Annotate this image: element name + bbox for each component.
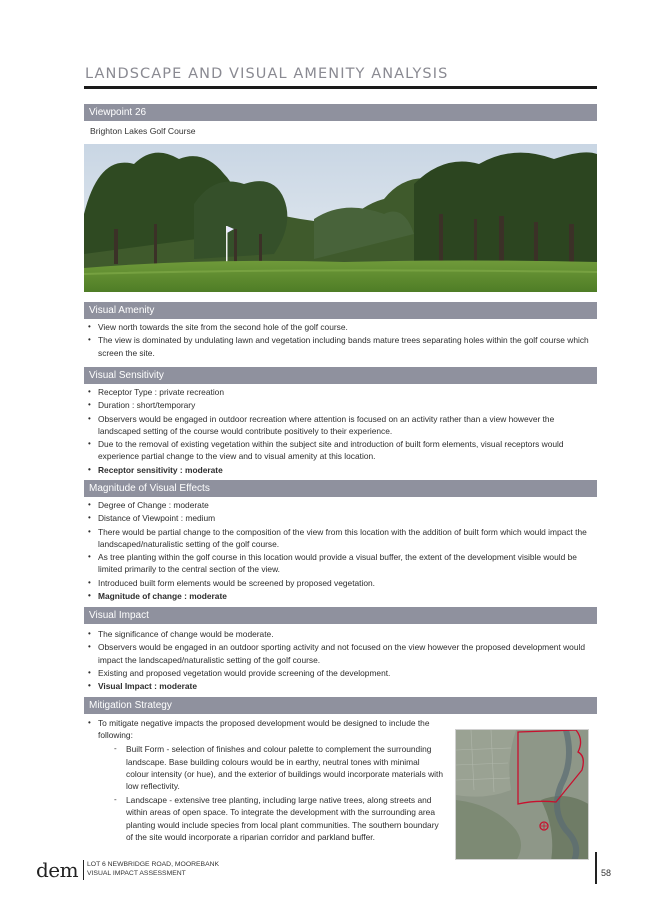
page-number-divider xyxy=(595,852,597,884)
viewpoint-photo xyxy=(84,144,597,292)
list-item: • Degree of Change : moderate xyxy=(84,499,597,511)
list-item: • Duration : short/temporary xyxy=(84,399,597,411)
sub-list-item: - Built Form - selection of finishes and colour palette to complement the surrounding landscape. Base building colours would be in earthy, neutral tones with minimal colour intensity (or hue), and the exterior of buildings would incorporate materials with low reflectivity. xyxy=(112,743,444,792)
dem-logo: dem xyxy=(36,858,79,882)
mitigation-sub-list xyxy=(112,743,444,843)
list-item: • There would be partial change to the composition of the view from this location with the addition of built form which would impact the landscaped/naturalistic setting of the golf course. xyxy=(84,526,597,550)
list-item: • Due to the removal of existing vegetation within the subject site and introduction of built form elements, visual receptors would experience partial change to the view and to visual amenity at this location. xyxy=(84,438,597,462)
mitigation-list xyxy=(84,717,444,845)
list-item: • Receptor Type : private recreation xyxy=(84,386,597,398)
section-heading-visual-sensitivity: Visual Sensitivity xyxy=(84,367,597,384)
list-item: • Existing and proposed vegetation would provide screening of the development. xyxy=(84,667,597,679)
footer-project-name: LOT 6 NEWBRIDGE ROAD, MOOREBANK xyxy=(87,861,220,868)
locator-map xyxy=(455,729,589,860)
magnitude-list xyxy=(84,499,597,603)
list-item: • Distance of Viewpoint : medium xyxy=(84,512,597,524)
list-item: • As tree planting within the golf course in this location would provide a visual buffer, the extent of the development visible would be limited primarily to the central section of the view. xyxy=(84,551,597,575)
visual-amenity-list xyxy=(84,321,597,360)
logo-divider xyxy=(83,860,84,880)
list-item-summary: • Magnitude of change : moderate xyxy=(84,590,597,602)
list-item: • View north towards the site from the second hole of the golf course. xyxy=(84,321,597,333)
list-item: • The significance of change would be moderate. xyxy=(84,628,597,640)
visual-impact-list xyxy=(84,628,597,693)
section-heading-visual-impact: Visual Impact xyxy=(84,607,597,624)
list-item-summary: • Visual Impact : moderate xyxy=(84,680,597,692)
list-item: • Observers would be engaged in outdoor recreation where attention is focused on an activity rather than a view however the landscaped setting of the course would contribute positively to their experience. xyxy=(84,413,597,437)
visual-sensitivity-list xyxy=(84,386,597,477)
list-item: • The view is dominated by undulating lawn and vegetation including bands mature trees separating holes within the golf course which screen the site. xyxy=(84,334,597,358)
viewpoint-heading: Viewpoint 26 xyxy=(84,104,597,121)
footer-document-type: VISUAL IMPACT ASSESSMENT xyxy=(87,870,186,877)
page-number: 58 xyxy=(601,868,612,878)
list-item: • Observers would be engaged in an outdoor sporting activity and not focused on the view however the proposed development would impact the landscaped/naturalistic setting of the golf course. xyxy=(84,641,597,665)
list-item: • Introduced built form elements would be screened by proposed vegetation. xyxy=(84,577,597,589)
section-heading-magnitude: Magnitude of Visual Effects xyxy=(84,480,597,497)
sub-list-item: - Landscape - extensive tree planting, including large native trees, along streets and within areas of open space. To integrate the development with the surrounding area planting would include species from local plant communities. The southern boundary of the site would incorporate a riparian corridor and parkland buffer. xyxy=(112,794,444,843)
list-item xyxy=(84,717,444,843)
list-item-summary: • Receptor sensitivity : moderate xyxy=(84,464,597,476)
page-title: LANDSCAPE AND VISUAL AMENITY ANALYSIS xyxy=(85,66,449,82)
section-heading-visual-amenity: Visual Amenity xyxy=(84,302,597,319)
title-rule xyxy=(84,86,597,89)
viewpoint-location: Brighton Lakes Golf Course xyxy=(90,126,196,136)
mitigation-intro: To mitigate negative impacts the proposed development would be designed to include the following: xyxy=(98,718,430,741)
section-heading-mitigation: Mitigation Strategy xyxy=(84,697,597,714)
